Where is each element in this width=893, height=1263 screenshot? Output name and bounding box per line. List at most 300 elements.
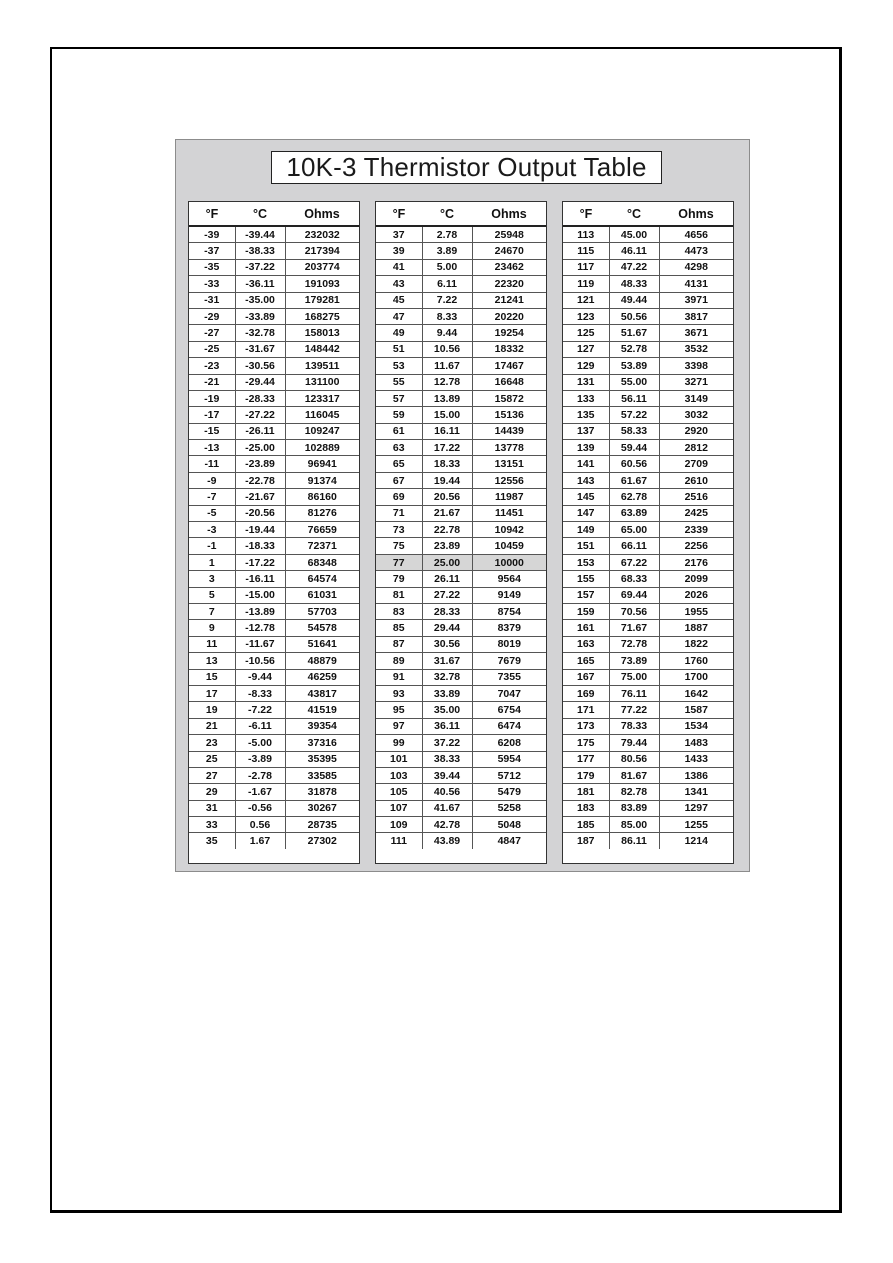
table-row — [563, 522, 733, 538]
cell-ohms: 2709 — [659, 456, 733, 472]
cell-celsius: 79.44 — [609, 735, 659, 751]
cell-fahrenheit: 57 — [376, 390, 422, 406]
table-row — [376, 489, 546, 505]
cell-fahrenheit: 97 — [376, 718, 422, 734]
table-row — [563, 538, 733, 554]
cell-celsius: 49.44 — [609, 292, 659, 308]
cell-fahrenheit: 5 — [189, 587, 235, 603]
cell-ohms: 39354 — [285, 718, 359, 734]
table-row — [189, 358, 359, 374]
cell-fahrenheit: 127 — [563, 341, 609, 357]
table-row — [563, 407, 733, 423]
table-row — [563, 259, 733, 275]
cell-celsius: 68.33 — [609, 571, 659, 587]
cell-fahrenheit: 147 — [563, 505, 609, 521]
table-row — [376, 554, 546, 570]
cell-fahrenheit: 155 — [563, 571, 609, 587]
cell-fahrenheit: -17 — [189, 407, 235, 423]
cell-ohms: 43817 — [285, 685, 359, 701]
table-row — [189, 456, 359, 472]
cell-celsius: 0.56 — [235, 817, 285, 833]
table-row — [563, 603, 733, 619]
cell-ohms: 72371 — [285, 538, 359, 554]
cell-celsius: -31.67 — [235, 341, 285, 357]
table-row — [563, 456, 733, 472]
cell-celsius: 29.44 — [422, 620, 472, 636]
table-row — [376, 374, 546, 390]
table-row — [376, 718, 546, 734]
cell-fahrenheit: 85 — [376, 620, 422, 636]
table-row — [563, 620, 733, 636]
cell-fahrenheit: -7 — [189, 489, 235, 505]
table-row — [563, 571, 733, 587]
cell-celsius: 18.33 — [422, 456, 472, 472]
cell-fahrenheit: 69 — [376, 489, 422, 505]
cell-celsius: 23.89 — [422, 538, 472, 554]
cell-ohms: 24670 — [472, 243, 546, 259]
cell-celsius: 36.11 — [422, 718, 472, 734]
table-row — [376, 669, 546, 685]
cell-celsius: 66.11 — [609, 538, 659, 554]
table-row — [563, 276, 733, 292]
table-row — [563, 718, 733, 734]
table-row — [189, 390, 359, 406]
cell-fahrenheit: 121 — [563, 292, 609, 308]
cell-fahrenheit: 77 — [376, 554, 422, 570]
cell-ohms: 109247 — [285, 423, 359, 439]
cell-ohms: 203774 — [285, 259, 359, 275]
table-row — [189, 833, 359, 849]
cell-fahrenheit: 177 — [563, 751, 609, 767]
table-column-1 — [188, 201, 360, 864]
cell-celsius: -21.67 — [235, 489, 285, 505]
cell-fahrenheit: -27 — [189, 325, 235, 341]
cell-fahrenheit: -1 — [189, 538, 235, 554]
table-row — [563, 587, 733, 603]
cell-fahrenheit: 47 — [376, 308, 422, 324]
cell-celsius: 57.22 — [609, 407, 659, 423]
table-row — [563, 735, 733, 751]
table-row — [563, 489, 733, 505]
cell-ohms: 4131 — [659, 276, 733, 292]
cell-ohms: 28735 — [285, 817, 359, 833]
table-row — [189, 718, 359, 734]
table-row — [563, 358, 733, 374]
table-row — [563, 325, 733, 341]
cell-ohms: 7355 — [472, 669, 546, 685]
cell-celsius: 10.56 — [422, 341, 472, 357]
cell-ohms: 6754 — [472, 702, 546, 718]
header-ohms: Ohms — [285, 202, 359, 226]
thermistor-table-panel — [175, 139, 750, 872]
cell-celsius: -38.33 — [235, 243, 285, 259]
table-row — [563, 341, 733, 357]
cell-celsius: 61.67 — [609, 472, 659, 488]
cell-fahrenheit: 73 — [376, 522, 422, 538]
table-row — [189, 620, 359, 636]
cell-fahrenheit: 45 — [376, 292, 422, 308]
cell-fahrenheit: 153 — [563, 554, 609, 570]
cell-ohms: 13151 — [472, 456, 546, 472]
cell-celsius: 52.78 — [609, 341, 659, 357]
cell-fahrenheit: 133 — [563, 390, 609, 406]
cell-fahrenheit: 179 — [563, 767, 609, 783]
cell-celsius: 22.78 — [422, 522, 472, 538]
table-row — [376, 341, 546, 357]
cell-ohms: 81276 — [285, 505, 359, 521]
table-column-3 — [562, 201, 734, 864]
table-row — [563, 440, 733, 456]
cell-fahrenheit: 183 — [563, 800, 609, 816]
cell-fahrenheit: 109 — [376, 817, 422, 833]
cell-ohms: 2339 — [659, 522, 733, 538]
table-row — [189, 522, 359, 538]
table-row — [189, 571, 359, 587]
cell-ohms: 8754 — [472, 603, 546, 619]
cell-fahrenheit: 95 — [376, 702, 422, 718]
cell-celsius: -17.22 — [235, 554, 285, 570]
cell-celsius: 67.22 — [609, 554, 659, 570]
cell-fahrenheit: 143 — [563, 472, 609, 488]
cell-ohms: 1433 — [659, 751, 733, 767]
table-row — [563, 636, 733, 652]
cell-celsius: 12.78 — [422, 374, 472, 390]
table-row — [189, 243, 359, 259]
table-row — [189, 325, 359, 341]
cell-celsius: -9.44 — [235, 669, 285, 685]
cell-ohms: 2610 — [659, 472, 733, 488]
cell-ohms: 4473 — [659, 243, 733, 259]
cell-celsius: 46.11 — [609, 243, 659, 259]
table-row — [189, 341, 359, 357]
table-row — [376, 226, 546, 243]
cell-celsius: -2.78 — [235, 767, 285, 783]
cell-ohms: 10942 — [472, 522, 546, 538]
cell-celsius: -12.78 — [235, 620, 285, 636]
cell-fahrenheit: 159 — [563, 603, 609, 619]
cell-celsius: 20.56 — [422, 489, 472, 505]
cell-ohms: 3032 — [659, 407, 733, 423]
cell-ohms: 10459 — [472, 538, 546, 554]
cell-ohms: 1341 — [659, 784, 733, 800]
cell-celsius: -19.44 — [235, 522, 285, 538]
cell-fahrenheit: -25 — [189, 341, 235, 357]
cell-fahrenheit: 31 — [189, 800, 235, 816]
cell-celsius: 60.56 — [609, 456, 659, 472]
cell-ohms: 4656 — [659, 226, 733, 243]
cell-fahrenheit: 63 — [376, 440, 422, 456]
cell-celsius: 6.11 — [422, 276, 472, 292]
cell-fahrenheit: 111 — [390, 835, 407, 848]
cell-ohms: 41519 — [285, 702, 359, 718]
cell-fahrenheit: 119 — [563, 276, 609, 292]
table-row — [189, 538, 359, 554]
table-row — [376, 636, 546, 652]
table-row — [563, 817, 733, 833]
cell-fahrenheit: 55 — [376, 374, 422, 390]
cell-ohms: 7047 — [472, 685, 546, 701]
cell-ohms: 64574 — [285, 571, 359, 587]
cell-fahrenheit: 141 — [563, 456, 609, 472]
cell-ohms: 2256 — [659, 538, 733, 554]
table-row — [376, 276, 546, 292]
cell-fahrenheit: -35 — [189, 259, 235, 275]
cell-fahrenheit: -33 — [189, 276, 235, 292]
cell-ohms: 7679 — [472, 653, 546, 669]
cell-ohms: 68348 — [285, 554, 359, 570]
cell-ohms: 2425 — [659, 505, 733, 521]
cell-ohms: 86160 — [285, 489, 359, 505]
table-row — [563, 243, 733, 259]
table-row — [563, 702, 733, 718]
cell-fahrenheit: 75 — [376, 538, 422, 554]
cell-ohms: 2920 — [659, 423, 733, 439]
table-row — [376, 522, 546, 538]
cell-ohms: 191093 — [285, 276, 359, 292]
cell-ohms: 48879 — [285, 653, 359, 669]
cell-celsius: 69.44 — [609, 587, 659, 603]
cell-ohms: 8379 — [472, 620, 546, 636]
cell-fahrenheit: 49 — [376, 325, 422, 341]
cell-fahrenheit: -15 — [189, 423, 235, 439]
cell-ohms: 5258 — [472, 800, 546, 816]
table-row — [563, 751, 733, 767]
cell-fahrenheit: 89 — [376, 653, 422, 669]
table-title: 10K-3 Thermistor Output Table — [271, 151, 662, 184]
cell-fahrenheit: 145 — [563, 489, 609, 505]
cell-celsius: 33.89 — [422, 685, 472, 701]
cell-celsius: 65.00 — [609, 522, 659, 538]
cell-celsius: 72.78 — [609, 636, 659, 652]
table-row — [376, 472, 546, 488]
cell-ohms: 3971 — [659, 292, 733, 308]
cell-fahrenheit: -29 — [189, 308, 235, 324]
table-row — [376, 423, 546, 439]
header-fahrenheit: °F — [189, 202, 235, 226]
cell-celsius: -16.11 — [235, 571, 285, 587]
table-row — [189, 735, 359, 751]
cell-ohms: 18332 — [472, 341, 546, 357]
cell-celsius: 19.44 — [422, 472, 472, 488]
cell-fahrenheit: 87 — [376, 636, 422, 652]
cell-ohms: 4298 — [659, 259, 733, 275]
table-row — [376, 505, 546, 521]
cell-ohms: 1587 — [659, 702, 733, 718]
table-row — [563, 472, 733, 488]
cell-ohms: 5712 — [472, 767, 546, 783]
cell-ohms: 2812 — [659, 440, 733, 456]
table-row — [189, 226, 359, 243]
header-fahrenheit: °F — [376, 202, 422, 226]
cell-fahrenheit: 17 — [189, 685, 235, 701]
cell-celsius: -0.56 — [235, 800, 285, 816]
cell-fahrenheit: 181 — [563, 784, 609, 800]
table-row — [189, 751, 359, 767]
cell-ohms: 1760 — [659, 653, 733, 669]
cell-ohms: 9564 — [472, 571, 546, 587]
cell-ohms: 13778 — [472, 440, 546, 456]
cell-fahrenheit: 23 — [189, 735, 235, 751]
cell-fahrenheit: 43 — [376, 276, 422, 292]
cell-fahrenheit: 11 — [189, 636, 235, 652]
cell-fahrenheit: 135 — [563, 407, 609, 423]
cell-fahrenheit: 61 — [376, 423, 422, 439]
cell-ohms: 76659 — [285, 522, 359, 538]
cell-fahrenheit: 117 — [563, 259, 609, 275]
cell-celsius: 78.33 — [609, 718, 659, 734]
cell-fahrenheit: 105 — [376, 784, 422, 800]
table-row — [189, 685, 359, 701]
cell-ohms: 6208 — [472, 735, 546, 751]
cell-celsius: 13.89 — [422, 390, 472, 406]
header-ohms: Ohms — [659, 202, 733, 226]
cell-ohms: 217394 — [285, 243, 359, 259]
table-row — [189, 374, 359, 390]
cell-celsius: -22.78 — [235, 472, 285, 488]
cell-fahrenheit: 125 — [563, 325, 609, 341]
cell-ohms: 11987 — [472, 489, 546, 505]
cell-fahrenheit: 129 — [563, 358, 609, 374]
cell-celsius: 59.44 — [609, 440, 659, 456]
cell-celsius: 82.78 — [609, 784, 659, 800]
cell-celsius: 8.33 — [422, 308, 472, 324]
cell-ohms: 5954 — [472, 751, 546, 767]
cell-ohms: 3398 — [659, 358, 733, 374]
cell-fahrenheit: 9 — [189, 620, 235, 636]
cell-ohms: 1386 — [659, 767, 733, 783]
table-row — [376, 587, 546, 603]
cell-fahrenheit: 103 — [376, 767, 422, 783]
cell-ohms: 1214 — [659, 833, 733, 849]
cell-celsius: 17.22 — [422, 440, 472, 456]
cell-celsius: -33.89 — [235, 308, 285, 324]
cell-fahrenheit: 173 — [563, 718, 609, 734]
cell-ohms: 25948 — [472, 226, 546, 243]
table-row — [189, 767, 359, 783]
cell-fahrenheit: 163 — [563, 636, 609, 652]
cell-ohms: 1534 — [659, 718, 733, 734]
cell-celsius: 70.56 — [609, 603, 659, 619]
cell-ohms: 6474 — [472, 718, 546, 734]
cell-fahrenheit: -37 — [189, 243, 235, 259]
cell-fahrenheit: 137 — [563, 423, 609, 439]
cell-celsius: 11.67 — [422, 358, 472, 374]
cell-celsius: 56.11 — [609, 390, 659, 406]
cell-fahrenheit: 175 — [563, 735, 609, 751]
table-row — [189, 817, 359, 833]
table-row — [189, 308, 359, 324]
cell-ohms: 158013 — [285, 325, 359, 341]
cell-fahrenheit: 7 — [189, 603, 235, 619]
cell-celsius: 71.67 — [609, 620, 659, 636]
header-fahrenheit: °F — [563, 202, 609, 226]
table-row — [376, 620, 546, 636]
cell-ohms: 96941 — [285, 456, 359, 472]
cell-celsius: -5.00 — [235, 735, 285, 751]
table-row — [563, 767, 733, 783]
cell-ohms: 2099 — [659, 571, 733, 587]
cell-fahrenheit: 51 — [376, 341, 422, 357]
cell-fahrenheit: 171 — [563, 702, 609, 718]
cell-fahrenheit: 3 — [189, 571, 235, 587]
cell-celsius: 85.00 — [609, 817, 659, 833]
header-celsius: °C — [609, 202, 659, 226]
cell-celsius: 75.00 — [609, 669, 659, 685]
cell-celsius: 9.44 — [422, 325, 472, 341]
cell-celsius: 32.78 — [422, 669, 472, 685]
table-row — [376, 735, 546, 751]
cell-fahrenheit: 185 — [563, 817, 609, 833]
cell-celsius: -20.56 — [235, 505, 285, 521]
cell-ohms: 3671 — [659, 325, 733, 341]
cell-celsius: 39.44 — [422, 767, 472, 783]
cell-celsius: 77.22 — [609, 702, 659, 718]
table-row — [376, 603, 546, 619]
cell-fahrenheit: 67 — [376, 472, 422, 488]
table-row — [189, 784, 359, 800]
cell-celsius: 21.67 — [422, 505, 472, 521]
cell-ohms: 35395 — [285, 751, 359, 767]
cell-fahrenheit: 35 — [205, 835, 218, 848]
table-row — [376, 800, 546, 816]
table-row — [376, 571, 546, 587]
table-row — [376, 702, 546, 718]
cell-fahrenheit: 33 — [189, 817, 235, 833]
table-row — [376, 440, 546, 456]
cell-ohms: 232032 — [285, 226, 359, 243]
cell-celsius: -28.33 — [235, 390, 285, 406]
table-row — [376, 325, 546, 341]
cell-celsius: 41.67 — [422, 800, 472, 816]
table-row — [189, 276, 359, 292]
cell-fahrenheit: -19 — [189, 390, 235, 406]
cell-ohms: 14439 — [472, 423, 546, 439]
cell-celsius: -36.11 — [235, 276, 285, 292]
cell-fahrenheit: -39 — [189, 226, 235, 243]
cell-celsius: -7.22 — [235, 702, 285, 718]
table-row — [563, 390, 733, 406]
cell-fahrenheit: 1 — [189, 554, 235, 570]
cell-celsius: 26.11 — [422, 571, 472, 587]
cell-celsius: -25.00 — [235, 440, 285, 456]
cell-fahrenheit: 79 — [376, 571, 422, 587]
cell-fahrenheit: 83 — [376, 603, 422, 619]
cell-celsius: 43.89 — [422, 833, 472, 849]
table-row — [189, 407, 359, 423]
cell-celsius: -37.22 — [235, 259, 285, 275]
cell-celsius: 50.56 — [609, 308, 659, 324]
cell-celsius: -3.89 — [235, 751, 285, 767]
cell-ohms: 5048 — [472, 817, 546, 833]
cell-celsius: 27.22 — [422, 587, 472, 603]
table-row — [189, 702, 359, 718]
cell-celsius: 55.00 — [609, 374, 659, 390]
cell-fahrenheit: -5 — [189, 505, 235, 521]
table-row — [189, 669, 359, 685]
cell-celsius: 80.56 — [609, 751, 659, 767]
cell-celsius: 3.89 — [422, 243, 472, 259]
table-row — [376, 767, 546, 783]
table-row — [376, 259, 546, 275]
table-row — [563, 669, 733, 685]
cell-celsius: 5.00 — [422, 259, 472, 275]
cell-celsius: 47.22 — [609, 259, 659, 275]
cell-fahrenheit: 15 — [189, 669, 235, 685]
cell-fahrenheit: 107 — [376, 800, 422, 816]
cell-ohms: 2516 — [659, 489, 733, 505]
cell-ohms: 1255 — [659, 817, 733, 833]
thermistor-table-3 — [563, 202, 733, 849]
